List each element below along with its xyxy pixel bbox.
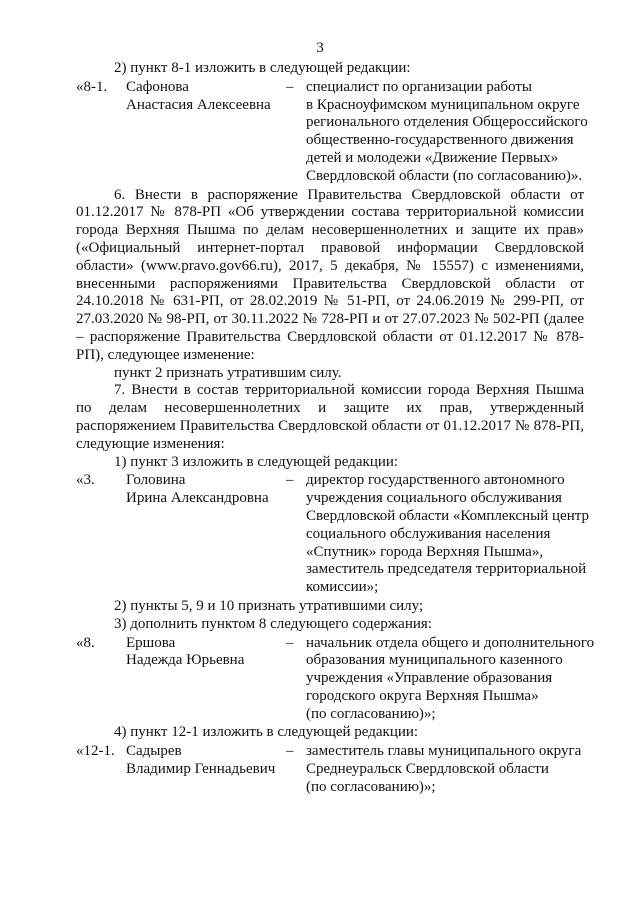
name-line: Головина — [126, 472, 186, 489]
entry-number: «8-1. — [76, 78, 108, 95]
entry-number: «3. — [76, 472, 95, 489]
entry-number: «8. — [76, 634, 95, 651]
dash: – — [286, 472, 294, 489]
text-line: 1) пункт 3 изложить в следующей редакции: — [114, 453, 399, 470]
member-name — [126, 472, 286, 597]
member-position — [306, 743, 584, 796]
dash: – — [286, 743, 294, 760]
name-line: Надежда Юрьевна — [126, 652, 245, 669]
member-entry — [76, 743, 584, 796]
member-name — [126, 743, 286, 796]
member-entry — [76, 472, 589, 597]
entry-number: «12-1. — [76, 743, 115, 760]
text-line: 3) дополнить пунктом 8 следующего содержания: — [114, 615, 432, 632]
position-line: заместитель председателя территориальной — [306, 561, 587, 578]
dash: – — [286, 634, 294, 651]
paragraph — [76, 724, 584, 742]
member-name — [126, 635, 286, 724]
name-line: Ершова — [126, 634, 176, 651]
paragraph — [76, 365, 584, 383]
position-line: социального обслуживания населения — [306, 525, 551, 542]
member-position — [306, 79, 588, 186]
member-position — [306, 472, 589, 597]
position-line: комиссии»; — [306, 579, 379, 596]
position-line: учреждения социального обслуживания — [306, 490, 562, 507]
member-entry — [76, 78, 588, 186]
position-line: «Спутник» города Верхняя Пышма», — [306, 543, 544, 560]
paragraph — [76, 60, 584, 78]
name-line: Анастасия Алексеевна — [126, 96, 271, 113]
position-line: (по согласованию)»; — [306, 705, 436, 722]
member-position — [306, 635, 594, 724]
position-line: специалист по организации работы — [306, 78, 532, 95]
document-body — [76, 60, 595, 798]
position-line: (по согласованию)»; — [306, 778, 436, 795]
paragraph — [76, 454, 584, 472]
position-line: Свердловской области «Комплексный центр — [306, 507, 589, 524]
position-line: Среднеуральск Свердловской области — [306, 761, 549, 778]
position-line: общественно-государственного движения — [306, 132, 574, 149]
position-line: в Красноуфимском муниципальном округе — [306, 96, 580, 113]
position-line: образования муниципального казенного — [306, 652, 563, 669]
position-line: детей и молодежи «Движение Первых» — [306, 149, 559, 166]
position-line: начальник отдела общего и дополнительного — [306, 634, 595, 651]
name-line: Садырев — [126, 743, 182, 760]
text-line: 2) пункт 8-1 изложить в следующей редакции: — [114, 60, 411, 76]
paragraph — [76, 598, 584, 634]
position-line: учреждения «Управление образования — [306, 670, 553, 687]
position-line: городского округа Верхняя Пышма» — [306, 687, 539, 704]
position-line: Свердловской области (по согласованию)». — [306, 167, 583, 184]
member-entry — [76, 634, 595, 724]
page-number: 3 — [316, 40, 324, 56]
paragraph: 6. Внести в распоряжение Правительства Свердловской области от 01.12.2017 № 878-РП «Об утверждении состава территориальной комиссии города Верхняя Пышма по делам несовершеннолетних и защите их прав» («Официальный интернет-портал правовой информации Свердловской области» (www.pravo.gov66.ru), 2017, 5 декабря, № 15557) с изменениями, внесенными распоряжениями Правительства Свердловской области от 24.10.2018 № 631-РП, от 28.02.2019 № 51-РП, от 24.06.2019 № 299-РП, от 27.03.2020 № 98-РП, от 30.11.2022 № 728-РП и от 27.07.2023 № 502-РП (далее – распоряжение Правительства Свердловской области от 01.12.2017 № 878-РП), следующее изменение: — [76, 186, 584, 363]
paragraph: 7. Внести в состав территориальной комиссии города Верхняя Пышма по делам несовершеннолетних и защите их прав, утвержденный распоряжением Правительства Свердловской области от 01.12.2017 № 878-РП, следующие изменения: — [76, 382, 584, 452]
member-name — [126, 79, 286, 186]
position-line: директор государственного автономного — [306, 472, 565, 489]
position-line: заместитель главы муниципального округа — [306, 743, 582, 760]
name-line: Сафонова — [126, 78, 189, 95]
position-line: регионального отделения Общероссийского — [306, 114, 588, 131]
dash: – — [286, 78, 294, 95]
name-line: Владимир Геннадьевич — [126, 761, 276, 778]
text-line: пункт 2 признать утратившим силу. — [114, 364, 342, 381]
text-line: 2) пункты 5, 9 и 10 признать утратившими силу; — [114, 597, 424, 614]
name-line: Ирина Александровна — [126, 490, 269, 507]
text-line: 4) пункт 12-1 изложить в следующей редакции: — [114, 724, 419, 741]
